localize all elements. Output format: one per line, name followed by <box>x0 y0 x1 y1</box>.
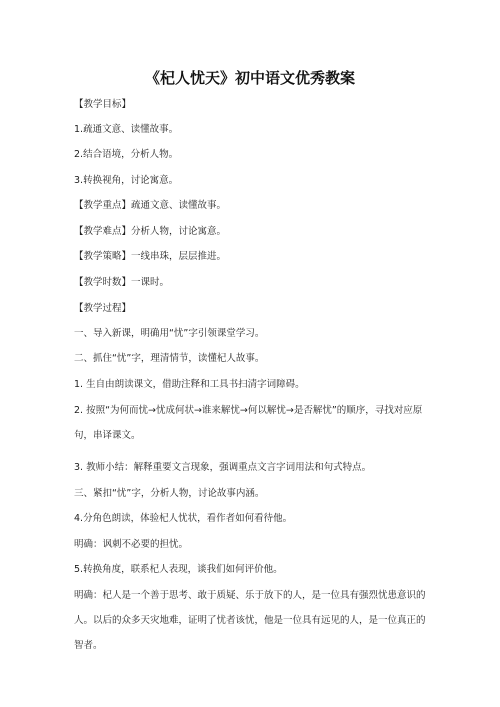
clarification-1: 明确：讽刺不必要的担忧。 <box>74 539 189 550</box>
teaching-hours: 【教学时数】一课时。 <box>74 277 170 288</box>
clarification-2: 明确：杞人是一个善于思考、敢于质疑、乐于放下的人，是一位具有强烈忧患意识的人。以后的众多天灾地难，证明了忧者该忧，他是一位具有远见的人，是一位真正的智者。 <box>74 590 426 651</box>
teaching-difficulty: 【教学难点】分析人物，讨论寓意。 <box>74 226 227 237</box>
teaching-strategy: 【教学策略】一线串珠，层层推进。 <box>74 251 227 262</box>
section-heading-process: 【教学过程】 <box>74 303 132 314</box>
document-title: 《杞人忧天》初中语文优秀教案 <box>144 69 355 87</box>
process-step-1: 一、导入新课，明确用“忧”字引领课堂学习。 <box>74 328 265 339</box>
process-item-5: 5.转换角度，联系杞人表现，谈我们如何评价他。 <box>74 564 283 575</box>
objective-item-2: 2.结合语境，分析人物。 <box>74 149 179 160</box>
process-item-3: 3. 教师小结：解释重要文言现象，强调重点文言字词用法和句式特点。 <box>74 462 372 473</box>
process-item-2: 2. 按照“为何而忧→忧成何状→谁来解忧→何以解忧→是否解忧”的顺序，寻找对应原句，串译课文。 <box>74 405 423 441</box>
objective-item-3: 3.转换视角，讨论寓意。 <box>74 175 179 186</box>
process-item-1: 1. 生自由朗读课文，借助注释和工具书扫清字词障碍。 <box>74 379 305 390</box>
process-item-4: 4.分角色朗读，体验杞人忧状，看作者如何看待他。 <box>74 513 293 524</box>
objective-item-1: 1.疏通文意、读懂故事。 <box>74 124 179 135</box>
process-step-3: 三、紧扣“忧”字，分析人物，讨论故事内涵。 <box>74 488 265 499</box>
process-step-2: 二、抓住“忧”字，理清情节，读懂杞人故事。 <box>74 353 265 364</box>
section-heading-objectives: 【教学目标】 <box>74 99 132 110</box>
teaching-key-point: 【教学重点】疏通文意、读懂故事。 <box>74 200 227 211</box>
